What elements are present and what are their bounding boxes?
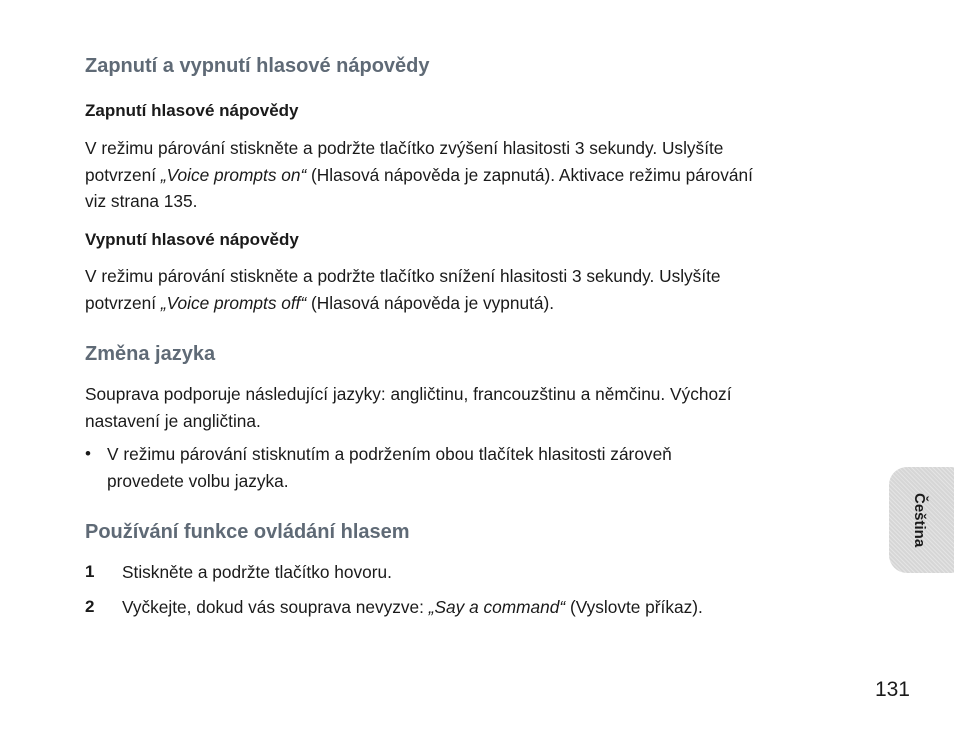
paragraph-line: nastavení je angličtina. bbox=[85, 410, 261, 431]
page-number: 131 bbox=[874, 678, 910, 701]
text-span: (Vyslovte příkaz). bbox=[565, 597, 703, 617]
paragraph-line: V režimu párování stiskněte a podržte tlačítko zvýšení hlasitosti 3 sekundy. Uslyšíte bbox=[85, 138, 724, 158]
text-span: (Hlasová nápověda je zapnutá). Aktivace režimu párování bbox=[306, 164, 753, 185]
text-span: (Hlasová nápověda je vypnutá). bbox=[306, 292, 555, 313]
paragraph-line bbox=[85, 290, 875, 317]
quote-voice-prompts-on: „Voice prompts on“ bbox=[160, 164, 307, 185]
step-item bbox=[85, 594, 875, 621]
step-number: 1 bbox=[85, 562, 95, 581]
quote-say-a-command: „Say a command“ bbox=[428, 597, 566, 617]
paragraph-language bbox=[85, 381, 875, 434]
quote-voice-prompts-off: „Voice prompts off“ bbox=[160, 292, 307, 313]
paragraph-voice-prompts-off bbox=[85, 263, 875, 316]
step-item bbox=[85, 559, 875, 586]
section-heading-voice-control: Používání funkce ovládání hlasem bbox=[85, 521, 410, 543]
paragraph-line: V režimu párování stiskněte a podržte tlačítko snížení hlasitosti 3 sekundy. Uslyšíte bbox=[85, 266, 721, 286]
paragraph-voice-prompts-on bbox=[85, 135, 875, 215]
section-heading-voice-prompts: Zapnutí a vypnutí hlasové nápovědy bbox=[85, 55, 430, 77]
subheading-voice-prompts-off: Vypnutí hlasové nápovědy bbox=[85, 230, 299, 249]
paragraph-line: viz strana 135. bbox=[85, 191, 198, 211]
text-span: Vyčkejte, dokud vás souprava nevyzve: bbox=[122, 597, 429, 617]
paragraph-line: V režimu párování stisknutím a podržením obou tlačítek hlasitosti zároveň bbox=[107, 444, 672, 464]
step-text bbox=[122, 559, 875, 586]
language-side-tab-label: Čeština bbox=[911, 492, 928, 548]
paragraph-line: provedete volbu jazyka. bbox=[107, 470, 289, 491]
paragraph-line: Souprava podporuje následující jazyky: angličtinu, francouzštinu a němčinu. Výchozí bbox=[85, 384, 732, 404]
text-span: Stiskněte a podržte tlačítko hovoru. bbox=[122, 562, 392, 582]
text-span: potvrzení bbox=[85, 164, 161, 185]
section-heading-language: Změna jazyka bbox=[85, 343, 216, 365]
list-item bbox=[85, 441, 875, 494]
paragraph-line bbox=[85, 162, 875, 189]
text-span: potvrzení bbox=[85, 292, 161, 313]
step-number: 2 bbox=[85, 597, 95, 616]
bullet-text bbox=[107, 441, 875, 494]
subheading-voice-prompts-on: Zapnutí hlasové nápovědy bbox=[85, 101, 299, 120]
step-text bbox=[122, 594, 875, 621]
bullet-icon: • bbox=[85, 444, 91, 463]
